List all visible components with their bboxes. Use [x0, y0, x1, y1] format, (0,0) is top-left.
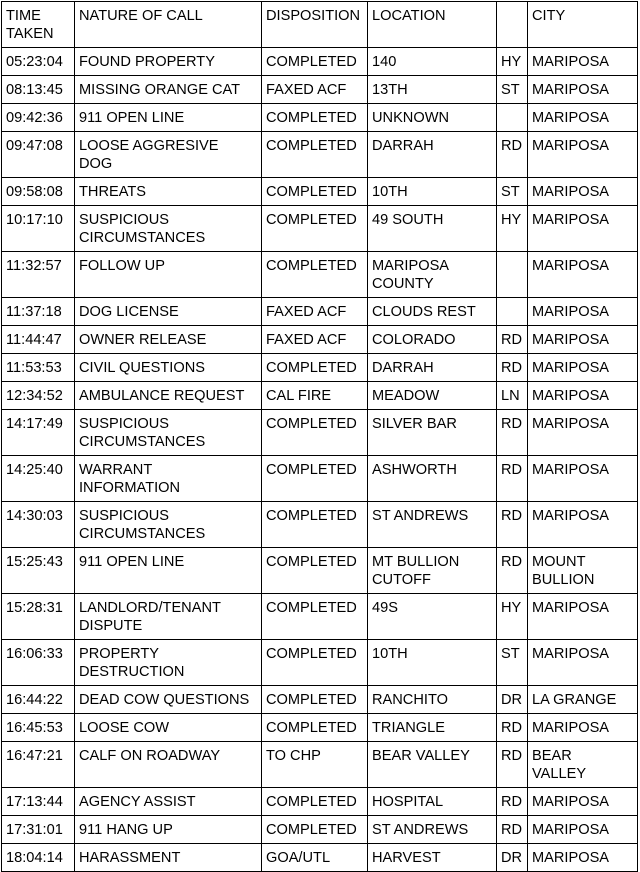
- cell-city: MARIPOSA: [528, 298, 638, 326]
- cell-street-suffix: ST: [497, 640, 528, 686]
- cell-time-taken: 09:42:36: [2, 104, 75, 132]
- cell-time-taken: 09:58:08: [2, 178, 75, 206]
- cell-location: BEAR VALLEY: [368, 742, 497, 788]
- cell-street-suffix: [497, 298, 528, 326]
- cell-time-taken: 14:17:49: [2, 410, 75, 456]
- cell-city: MARIPOSA: [528, 502, 638, 548]
- table-row: [2, 686, 638, 714]
- cell-disposition: CAL FIRE: [262, 382, 368, 410]
- cell-street-suffix: RD: [497, 410, 528, 456]
- cell-street-suffix: RD: [497, 132, 528, 178]
- cell-street-suffix: [497, 104, 528, 132]
- cell-street-suffix: RD: [497, 456, 528, 502]
- cell-disposition: COMPLETED: [262, 502, 368, 548]
- cell-time-taken: 14:25:40: [2, 456, 75, 502]
- cell-city: MARIPOSA: [528, 132, 638, 178]
- cell-disposition: COMPLETED: [262, 788, 368, 816]
- cell-location: 10TH: [368, 178, 497, 206]
- cell-time-taken: 18:04:14: [2, 844, 75, 872]
- cell-location: 49 SOUTH: [368, 206, 497, 252]
- cell-nature-of-call: MISSING ORANGE CAT: [75, 76, 262, 104]
- cell-disposition: COMPLETED: [262, 132, 368, 178]
- cell-street-suffix: [497, 252, 528, 298]
- cell-time-taken: 11:37:18: [2, 298, 75, 326]
- call-log-body: [2, 48, 638, 872]
- cell-nature-of-call: AGENCY ASSIST: [75, 788, 262, 816]
- cell-nature-of-call: FOLLOW UP: [75, 252, 262, 298]
- cell-disposition: COMPLETED: [262, 48, 368, 76]
- cell-time-taken: 17:13:44: [2, 788, 75, 816]
- cell-city: MARIPOSA: [528, 410, 638, 456]
- header-row: [2, 2, 638, 48]
- cell-location: 10TH: [368, 640, 497, 686]
- cell-location: DARRAH: [368, 132, 497, 178]
- cell-disposition: GOA/UTL: [262, 844, 368, 872]
- cell-time-taken: 14:30:03: [2, 502, 75, 548]
- table-row: [2, 410, 638, 456]
- cell-street-suffix: ST: [497, 76, 528, 104]
- cell-city: MARIPOSA: [528, 48, 638, 76]
- cell-nature-of-call: CIVIL QUESTIONS: [75, 354, 262, 382]
- cell-street-suffix: RD: [497, 788, 528, 816]
- cell-time-taken: 09:47:08: [2, 132, 75, 178]
- cell-nature-of-call: HARASSMENT: [75, 844, 262, 872]
- cell-disposition: COMPLETED: [262, 104, 368, 132]
- cell-disposition: COMPLETED: [262, 640, 368, 686]
- cell-city: MARIPOSA: [528, 326, 638, 354]
- cell-location: CLOUDS REST: [368, 298, 497, 326]
- cell-city: MARIPOSA: [528, 178, 638, 206]
- cell-city: MARIPOSA: [528, 252, 638, 298]
- cell-time-taken: 15:25:43: [2, 548, 75, 594]
- table-row: [2, 252, 638, 298]
- cell-disposition: COMPLETED: [262, 456, 368, 502]
- cell-city: MARIPOSA: [528, 354, 638, 382]
- table-row: [2, 844, 638, 872]
- cell-city: MARIPOSA: [528, 640, 638, 686]
- cell-city: MARIPOSA: [528, 844, 638, 872]
- cell-disposition: COMPLETED: [262, 548, 368, 594]
- table-row: [2, 640, 638, 686]
- cell-disposition: COMPLETED: [262, 354, 368, 382]
- cell-time-taken: 10:17:10: [2, 206, 75, 252]
- table-row: [2, 76, 638, 104]
- cell-city: MARIPOSA: [528, 382, 638, 410]
- cell-nature-of-call: OWNER RELEASE: [75, 326, 262, 354]
- table-row: [2, 326, 638, 354]
- cell-disposition: FAXED ACF: [262, 326, 368, 354]
- header-disposition: DISPOSITION: [262, 2, 368, 48]
- cell-disposition: COMPLETED: [262, 178, 368, 206]
- cell-location: HOSPITAL: [368, 788, 497, 816]
- cell-street-suffix: DR: [497, 844, 528, 872]
- cell-city: LA GRANGE: [528, 686, 638, 714]
- cell-nature-of-call: 911 OPEN LINE: [75, 104, 262, 132]
- cell-city: MARIPOSA: [528, 456, 638, 502]
- cell-nature-of-call: LOOSE AGGRESIVE DOG: [75, 132, 262, 178]
- cell-disposition: COMPLETED: [262, 206, 368, 252]
- cell-nature-of-call: SUSPICIOUS CIRCUMSTANCES: [75, 206, 262, 252]
- cell-location: SILVER BAR: [368, 410, 497, 456]
- table-row: [2, 206, 638, 252]
- header-time-taken: TIME TAKEN: [2, 2, 75, 48]
- cell-nature-of-call: WARRANT INFORMATION: [75, 456, 262, 502]
- cell-disposition: COMPLETED: [262, 686, 368, 714]
- cell-location: 49S: [368, 594, 497, 640]
- cell-city: MARIPOSA: [528, 714, 638, 742]
- cell-location: MEADOW: [368, 382, 497, 410]
- cell-nature-of-call: SUSPICIOUS CIRCUMSTANCES: [75, 502, 262, 548]
- cell-city: MOUNT BULLION: [528, 548, 638, 594]
- header-location: LOCATION: [368, 2, 497, 48]
- cell-time-taken: 11:32:57: [2, 252, 75, 298]
- cell-location: 13TH: [368, 76, 497, 104]
- cell-nature-of-call: PROPERTY DESTRUCTION: [75, 640, 262, 686]
- cell-street-suffix: RD: [497, 548, 528, 594]
- cell-disposition: TO CHP: [262, 742, 368, 788]
- cell-street-suffix: RD: [497, 326, 528, 354]
- call-log-table: [1, 1, 638, 872]
- cell-time-taken: 16:44:22: [2, 686, 75, 714]
- cell-location: 140: [368, 48, 497, 76]
- cell-disposition: COMPLETED: [262, 816, 368, 844]
- cell-time-taken: 08:13:45: [2, 76, 75, 104]
- cell-street-suffix: ST: [497, 178, 528, 206]
- cell-street-suffix: RD: [497, 714, 528, 742]
- cell-street-suffix: RD: [497, 502, 528, 548]
- cell-disposition: COMPLETED: [262, 594, 368, 640]
- cell-nature-of-call: 911 OPEN LINE: [75, 548, 262, 594]
- header-nature-of-call: NATURE OF CALL: [75, 2, 262, 48]
- cell-location: MARIPOSA COUNTY: [368, 252, 497, 298]
- cell-city: MARIPOSA: [528, 788, 638, 816]
- cell-street-suffix: RD: [497, 742, 528, 788]
- table-row: [2, 594, 638, 640]
- cell-location: DARRAH: [368, 354, 497, 382]
- cell-nature-of-call: AMBULANCE REQUEST: [75, 382, 262, 410]
- table-row: [2, 548, 638, 594]
- cell-time-taken: 17:31:01: [2, 816, 75, 844]
- cell-disposition: FAXED ACF: [262, 298, 368, 326]
- cell-nature-of-call: 911 HANG UP: [75, 816, 262, 844]
- cell-disposition: COMPLETED: [262, 252, 368, 298]
- cell-time-taken: 16:45:53: [2, 714, 75, 742]
- table-row: [2, 178, 638, 206]
- table-row: [2, 298, 638, 326]
- cell-nature-of-call: LOOSE COW: [75, 714, 262, 742]
- table-row: [2, 382, 638, 410]
- table-row: [2, 502, 638, 548]
- cell-disposition: COMPLETED: [262, 714, 368, 742]
- cell-nature-of-call: SUSPICIOUS CIRCUMSTANCES: [75, 410, 262, 456]
- table-row: [2, 354, 638, 382]
- table-row: [2, 104, 638, 132]
- cell-city: MARIPOSA: [528, 594, 638, 640]
- table-row: [2, 132, 638, 178]
- cell-street-suffix: RD: [497, 816, 528, 844]
- cell-street-suffix: HY: [497, 206, 528, 252]
- cell-nature-of-call: DEAD COW QUESTIONS: [75, 686, 262, 714]
- cell-street-suffix: DR: [497, 686, 528, 714]
- cell-time-taken: 05:23:04: [2, 48, 75, 76]
- cell-location: HARVEST: [368, 844, 497, 872]
- cell-street-suffix: LN: [497, 382, 528, 410]
- cell-location: TRIANGLE: [368, 714, 497, 742]
- cell-location: RANCHITO: [368, 686, 497, 714]
- cell-nature-of-call: LANDLORD/TENANT DISPUTE: [75, 594, 262, 640]
- cell-nature-of-call: FOUND PROPERTY: [75, 48, 262, 76]
- table-row: [2, 48, 638, 76]
- cell-street-suffix: HY: [497, 48, 528, 76]
- cell-location: ST ANDREWS: [368, 502, 497, 548]
- cell-location: ASHWORTH: [368, 456, 497, 502]
- cell-time-taken: 15:28:31: [2, 594, 75, 640]
- cell-location: UNKNOWN: [368, 104, 497, 132]
- cell-city: MARIPOSA: [528, 816, 638, 844]
- table-row: [2, 714, 638, 742]
- cell-disposition: FAXED ACF: [262, 76, 368, 104]
- cell-time-taken: 11:44:47: [2, 326, 75, 354]
- cell-time-taken: 12:34:52: [2, 382, 75, 410]
- cell-city: BEAR VALLEY: [528, 742, 638, 788]
- cell-location: COLORADO: [368, 326, 497, 354]
- header-suffix: [497, 2, 528, 48]
- cell-disposition: COMPLETED: [262, 410, 368, 456]
- cell-time-taken: 16:06:33: [2, 640, 75, 686]
- table-row: [2, 816, 638, 844]
- header-city: CITY: [528, 2, 638, 48]
- cell-city: MARIPOSA: [528, 76, 638, 104]
- table-row: [2, 456, 638, 502]
- cell-nature-of-call: CALF ON ROADWAY: [75, 742, 262, 788]
- cell-street-suffix: RD: [497, 354, 528, 382]
- cell-location: MT BULLION CUTOFF: [368, 548, 497, 594]
- cell-city: MARIPOSA: [528, 104, 638, 132]
- table-row: [2, 788, 638, 816]
- cell-time-taken: 11:53:53: [2, 354, 75, 382]
- cell-nature-of-call: THREATS: [75, 178, 262, 206]
- table-row: [2, 742, 638, 788]
- cell-nature-of-call: DOG LICENSE: [75, 298, 262, 326]
- cell-location: ST ANDREWS: [368, 816, 497, 844]
- cell-street-suffix: HY: [497, 594, 528, 640]
- cell-city: MARIPOSA: [528, 206, 638, 252]
- cell-time-taken: 16:47:21: [2, 742, 75, 788]
